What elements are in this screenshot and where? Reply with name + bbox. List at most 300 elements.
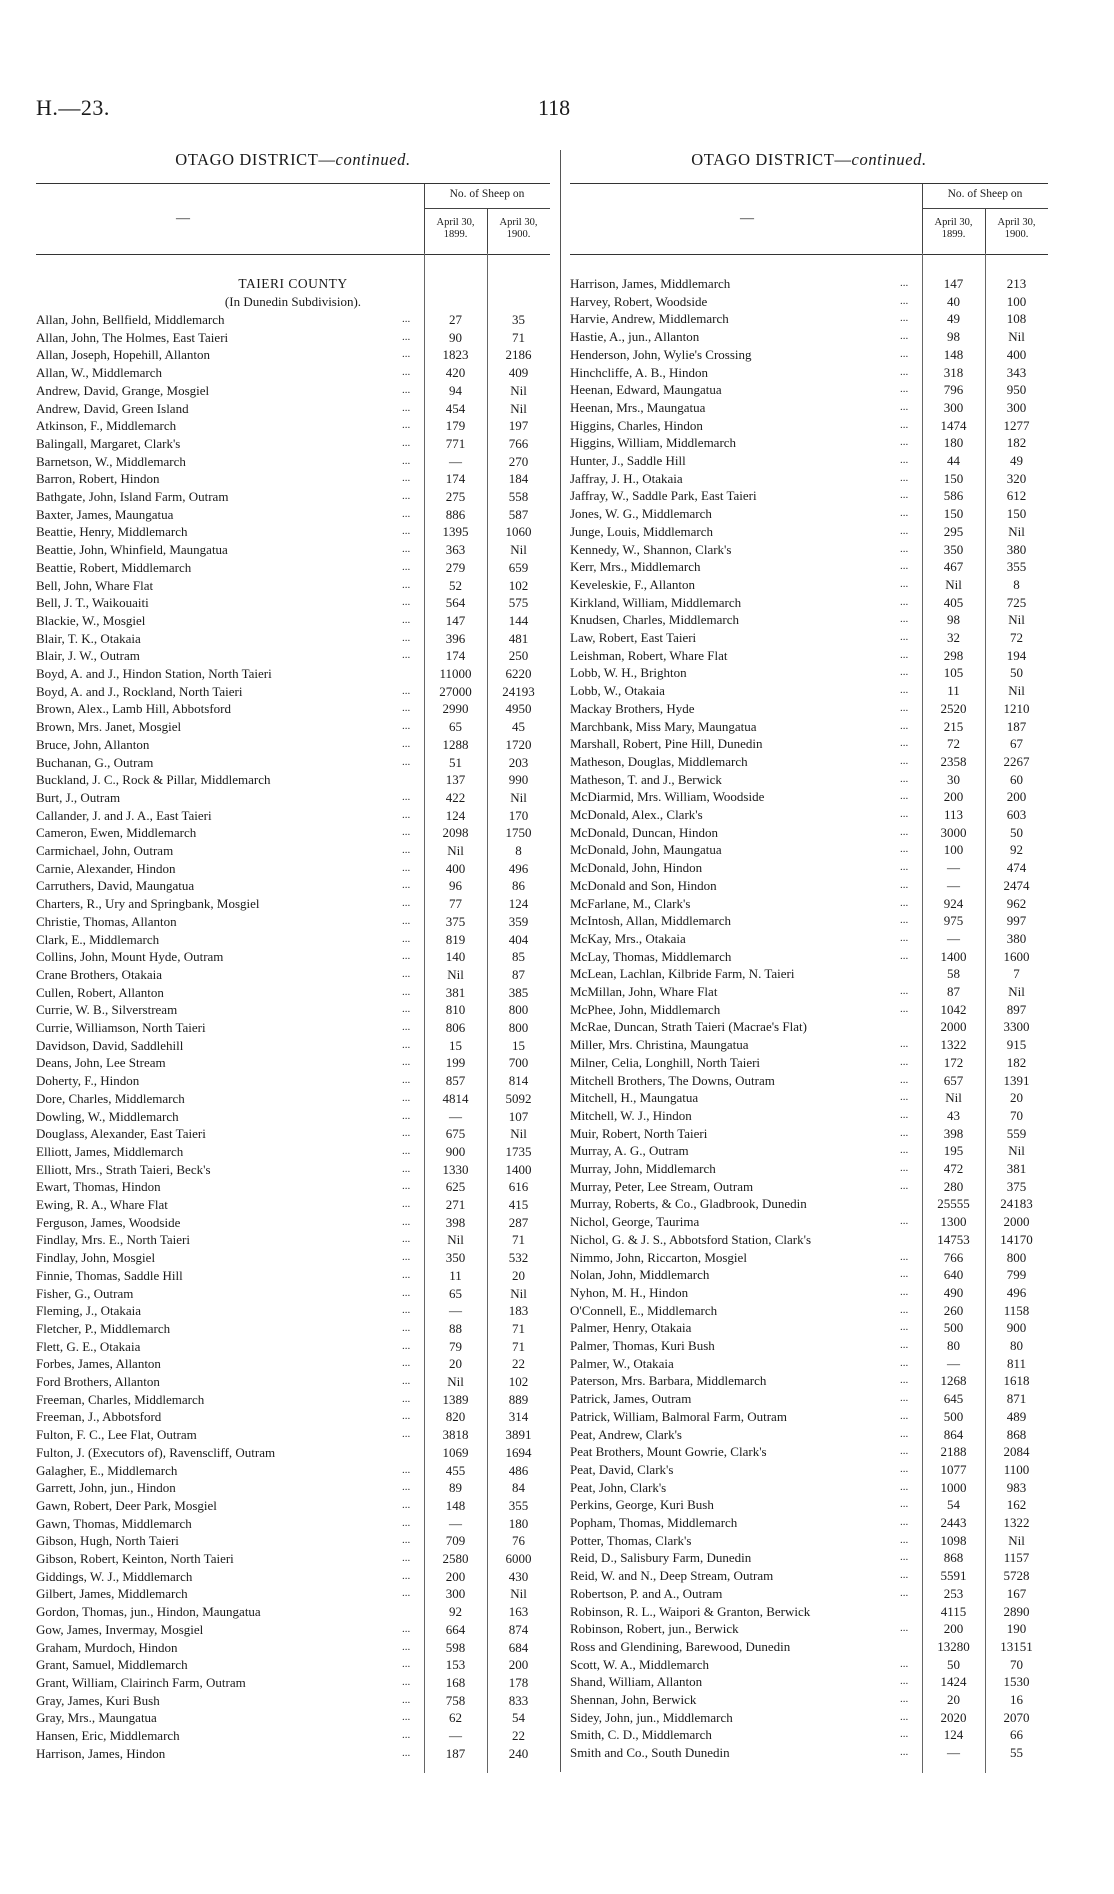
sheep-1900-value: 197 — [508, 418, 529, 434]
table-row — [36, 435, 550, 453]
sheep-1900-value: Nil — [510, 1285, 527, 1301]
sheep-1899-value: 271 — [445, 1197, 466, 1212]
sheep-1900-value: 874 — [508, 1621, 529, 1637]
table-row — [36, 736, 550, 754]
sheep-1899-value: 350 — [445, 1250, 466, 1266]
page-reference: H.—23. — [36, 95, 110, 120]
sheep-1900-value: 66 — [1010, 1727, 1023, 1743]
holder-name: Fulton, J. (Executors of), Ravenscliff, Outram — [36, 1444, 276, 1460]
table-row — [36, 1267, 550, 1285]
sheep-1900-value: 60 — [1010, 771, 1023, 787]
holder-name: Callander, J. and J. A., East Taieri — [36, 807, 212, 823]
sheep-1900-value: 486 — [508, 1462, 529, 1478]
sheep-1899-value: 640 — [943, 1267, 964, 1283]
sheep-1900-value: 250 — [508, 648, 529, 664]
leader-dots: ... — [402, 613, 411, 626]
sheep-1899-value: 124 — [445, 807, 466, 823]
table-row — [36, 895, 550, 913]
sheep-1900-value: 1391 — [1003, 1072, 1030, 1088]
sheep-1899-value: 396 — [445, 630, 466, 646]
sheep-1899-value: 147 — [445, 612, 466, 628]
sheep-1900-value: 375 — [1006, 1178, 1027, 1194]
leader-dots: ... — [402, 1658, 411, 1671]
table-row — [570, 399, 1048, 417]
sheep-1899-value: 664 — [445, 1621, 466, 1637]
table-row — [36, 1550, 550, 1568]
leader-dots: ... — [402, 1144, 411, 1157]
table-row — [36, 1727, 550, 1745]
sheep-1899-value: 2520 — [940, 700, 967, 716]
holder-name: Peat Brothers, Mount Gowrie, Clark's — [570, 1444, 767, 1460]
sheep-1900-value: 380 — [1006, 541, 1027, 557]
sheep-1900-value: 87 — [512, 966, 525, 982]
leader-dots: ... — [402, 1587, 411, 1600]
sheep-1899-value: 40 — [947, 293, 960, 309]
sheep-1900-value: 997 — [1006, 913, 1027, 929]
holder-name: Sidey, John, jun., Middlemarch — [570, 1709, 733, 1725]
leader-dots: ... — [900, 595, 909, 608]
leader-dots: ... — [402, 560, 411, 573]
table-row — [570, 930, 1048, 948]
holder-name: Harvie, Andrew, Middlemarch — [570, 311, 729, 327]
sheep-1899-value: 375 — [445, 913, 466, 929]
leader-dots: ... — [900, 560, 909, 573]
table-row — [36, 1019, 550, 1037]
table-row — [36, 1355, 550, 1373]
holder-name: Harvey, Robert, Woodside — [570, 293, 708, 309]
table-row — [36, 984, 550, 1002]
holder-name: Muir, Robert, North Taieri — [570, 1125, 708, 1141]
leader-dots: ... — [900, 1533, 909, 1546]
sheep-1899-value: — — [947, 1355, 960, 1371]
table-row — [36, 1532, 550, 1550]
table-row — [570, 1673, 1048, 1691]
holder-name: Robinson, R. L., Waipori & Granton, Berwick — [570, 1603, 811, 1619]
table-row — [36, 948, 550, 966]
sheep-1899-value: 1322 — [940, 1037, 967, 1053]
table-row — [36, 842, 550, 860]
leader-dots: ... — [402, 1321, 411, 1334]
holder-name: Henderson, John, Wylie's Crossing — [570, 346, 752, 362]
holder-name: Grant, Samuel, Middlemarch — [36, 1657, 188, 1673]
table-row — [570, 877, 1048, 895]
leader-dots: ... — [900, 1586, 909, 1599]
leader-dots: ... — [402, 578, 411, 591]
sheep-1899-value: — — [449, 1728, 462, 1743]
holder-name: McDonald, Duncan, Hindon — [570, 824, 719, 840]
holder-name: McMillan, John, Whare Flat — [570, 984, 718, 999]
holder-name: Nichol, G. & J. S., Abbotsford Station, Clark's — [570, 1231, 812, 1247]
sheep-1900-value: 897 — [1006, 1001, 1027, 1017]
sheep-1900-value: 270 — [508, 453, 529, 469]
table-row — [570, 523, 1048, 541]
table-row — [36, 1338, 550, 1356]
sheep-1900-value: 430 — [508, 1568, 529, 1584]
sheep-1899-value: 598 — [445, 1639, 466, 1655]
leader-dots: ... — [402, 1056, 411, 1069]
holder-name: Ewart, Thomas, Hindon — [36, 1179, 161, 1195]
sheep-1899-value: 318 — [943, 364, 964, 380]
leader-dots: ... — [402, 436, 411, 449]
table-row — [570, 859, 1048, 877]
leader-dots: ... — [402, 861, 411, 874]
sheep-1900-value: 603 — [1006, 807, 1027, 822]
table-row — [570, 505, 1048, 523]
leader-dots: ... — [900, 294, 909, 307]
table-row — [36, 382, 550, 400]
table-row — [36, 807, 550, 825]
leader-dots: ... — [900, 454, 909, 466]
sheep-1900-value: 190 — [1006, 1621, 1027, 1637]
sheep-1900-value: Nil — [1008, 523, 1025, 539]
leader-dots: ... — [900, 1055, 909, 1068]
sheep-1899-value: 96 — [449, 878, 462, 894]
sheep-1899-value: 2020 — [940, 1709, 967, 1725]
table-row — [36, 577, 550, 595]
leader-dots: ... — [900, 1126, 909, 1139]
table-row — [36, 665, 550, 683]
sheep-1900-value: 799 — [1006, 1267, 1027, 1283]
sheep-1899-value: 500 — [943, 1320, 964, 1336]
holder-name: Currie, Williamson, North Taieri — [36, 1020, 206, 1035]
sheep-1899-value: 49 — [947, 311, 960, 327]
leader-dots: ... — [402, 932, 411, 945]
holder-name: Marchbank, Miss Mary, Maungatua — [570, 718, 757, 734]
sheep-1899-value: 2358 — [940, 753, 967, 769]
sheep-1899-value: 27000 — [439, 683, 472, 699]
sheep-1900-value: 871 — [1006, 1391, 1027, 1407]
year-1899-header: April 30, 1899. — [436, 217, 475, 240]
table-row — [570, 1213, 1048, 1231]
leader-dots: ... — [402, 1746, 411, 1759]
table-row — [570, 1408, 1048, 1426]
holder-name: Allan, W., Middlemarch — [36, 365, 163, 381]
holder-name: Hunter, J., Saddle Hill — [570, 453, 686, 468]
sheep-1899-value: 200 — [943, 789, 964, 805]
holder-name: Heenan, Edward, Maungatua — [570, 382, 722, 398]
holder-name: Carmichael, John, Outram — [36, 843, 174, 858]
sheep-1899-value: 200 — [445, 1568, 466, 1584]
table-row — [570, 346, 1048, 364]
holder-name: Nolan, John, Middlemarch — [570, 1267, 710, 1283]
sheep-1899-value: 500 — [943, 1408, 964, 1424]
holder-name: Shennan, John, Berwick — [570, 1692, 697, 1707]
sheep-1899-value: 758 — [445, 1692, 466, 1708]
holder-name: Carnie, Alexander, Hindon — [36, 860, 176, 876]
holder-name: McDiarmid, Mrs. William, Woodside — [570, 789, 765, 805]
sheep-1900-value: 575 — [508, 595, 529, 611]
sheep-1899-value: Nil — [945, 576, 962, 592]
sheep-1899-value: 14753 — [937, 1231, 970, 1247]
sheep-1900-value: 50 — [1010, 665, 1023, 681]
sheep-1899-value: 586 — [943, 488, 964, 504]
table-row — [570, 293, 1048, 311]
sheep-1899-value: Nil — [447, 1232, 464, 1248]
holder-name: Andrew, David, Green Island — [36, 400, 189, 416]
holder-name: Gordon, Thomas, jun., Hindon, Maungatua — [36, 1604, 261, 1620]
leader-dots: ... — [402, 1339, 411, 1352]
table-row — [570, 1142, 1048, 1160]
table-row — [36, 1391, 550, 1409]
holder-name: Dowling, W., Middlemarch — [36, 1108, 179, 1124]
holder-name: Lobb, W. H., Brighton — [570, 665, 687, 681]
table-row — [570, 576, 1048, 594]
sheep-1900-value: 496 — [1006, 1284, 1027, 1300]
table-row — [570, 1426, 1048, 1444]
table-row — [36, 700, 550, 718]
table-row — [570, 806, 1048, 824]
sheep-1899-value: 200 — [943, 1621, 964, 1637]
table-row — [36, 1214, 550, 1232]
holder-name: Nimmo, John, Riccarton, Mosgiel — [570, 1249, 747, 1265]
sheep-1899-value: 819 — [445, 931, 466, 947]
leader-dots: ... — [900, 436, 909, 449]
table-row — [36, 346, 550, 364]
holder-name: Davidson, David, Saddlehill — [36, 1037, 184, 1053]
table-row — [36, 1108, 550, 1126]
sheep-1900-value: 900 — [1006, 1320, 1027, 1336]
table-row — [570, 841, 1048, 859]
table-row — [36, 594, 550, 612]
holder-name: Murray, John, Middlemarch — [570, 1161, 716, 1176]
table-row — [570, 594, 1048, 612]
leader-dots: ... — [402, 490, 411, 502]
holder-name: Robinson, Robert, jun., Berwick — [570, 1621, 739, 1637]
leader-dots: ... — [900, 1427, 909, 1440]
sheep-1900-value: 355 — [508, 1497, 529, 1513]
leader-dots: ... — [900, 1162, 909, 1174]
holder-name: Buchanan, G., Outram — [36, 754, 154, 770]
holder-name: Smith and Co., South Dunedin — [570, 1745, 730, 1761]
sheep-1900-value: 559 — [1006, 1125, 1027, 1141]
sheep-1899-value: — — [449, 1515, 462, 1531]
holder-name: McFarlane, M., Clark's — [570, 895, 691, 911]
holder-name: Junge, Louis, Middlemarch — [570, 523, 713, 539]
sheep-1900-value: 184 — [508, 471, 529, 487]
sheep-1900-value: 55 — [1010, 1745, 1023, 1761]
leader-dots: ... — [402, 967, 411, 980]
sheep-1900-value: 415 — [508, 1197, 529, 1212]
sheep-1899-value: 300 — [445, 1586, 466, 1602]
sheep-1899-value: 98 — [947, 612, 960, 628]
leader-dots: ... — [402, 1534, 411, 1547]
sheep-1900-value: 1750 — [505, 825, 532, 841]
sheep-1900-value: 92 — [1010, 842, 1023, 858]
sheep-1900-value: 496 — [508, 860, 529, 876]
sheep-1900-value: 86 — [512, 878, 525, 894]
sheep-1900-value: 108 — [1006, 311, 1027, 327]
table-row — [570, 700, 1048, 718]
holder-name: Blair, T. K., Otakaia — [36, 630, 141, 646]
holder-name: Mitchell, W. J., Hindon — [570, 1107, 692, 1123]
sheep-1900-value: 915 — [1006, 1037, 1027, 1053]
sheep-1900-value: 990 — [508, 772, 529, 788]
holder-name: Gibson, Hugh, North Taieri — [36, 1533, 179, 1549]
sheep-1899-value: 199 — [445, 1055, 466, 1071]
table-row — [570, 1249, 1048, 1267]
holder-name: Marshall, Robert, Pine Hill, Dunedin — [570, 736, 763, 752]
table-row — [36, 364, 550, 382]
table-row — [36, 1585, 550, 1603]
sheep-1900-value: 1400 — [505, 1161, 532, 1177]
table-row — [36, 400, 550, 418]
holder-name: Barnetson, W., Middlemarch — [36, 453, 186, 469]
table-row — [570, 541, 1048, 559]
sheep-1899-value: 467 — [943, 559, 964, 575]
district-title: OTAGO DISTRICT—continued. — [175, 150, 411, 169]
holder-name: Shand, William, Allanton — [570, 1674, 703, 1690]
leader-dots: ... — [900, 1285, 909, 1298]
sheep-1900-value: 1322 — [1003, 1515, 1030, 1530]
sheep-1900-value: 80 — [1010, 1338, 1023, 1353]
sheep-1899-value: 820 — [445, 1409, 466, 1425]
sheep-1899-value: 215 — [943, 718, 964, 734]
holder-name: Hinchcliffe, A. B., Hindon — [570, 364, 709, 380]
leader-dots: ... — [900, 825, 909, 838]
leader-dots: ... — [900, 737, 909, 750]
holder-name: Boyd, A. and J., Hindon Station, North Taieri — [36, 666, 272, 681]
holder-name: Allan, Joseph, Hopehill, Allanton — [36, 347, 211, 363]
sheep-1900-value: 15 — [512, 1037, 525, 1053]
sheep-1899-value: 30 — [947, 771, 960, 787]
holder-name: Flett, G. E., Otakaia — [36, 1338, 141, 1354]
leader-dots: ... — [900, 1144, 909, 1157]
sheep-1899-value: 3818 — [442, 1427, 469, 1443]
table-row — [570, 417, 1048, 435]
holder-name: Dore, Charles, Middlemarch — [36, 1090, 185, 1106]
sheep-1899-value: 1042 — [940, 1001, 967, 1017]
leader-dots: ... — [900, 1091, 909, 1104]
leader-dots: ... — [900, 754, 909, 767]
leader-dots: ... — [402, 808, 411, 821]
sheep-1899-value: 810 — [445, 1002, 466, 1018]
sheep-1900-value: 616 — [508, 1179, 529, 1195]
holder-name: Beattie, Robert, Middlemarch — [36, 559, 192, 575]
sheep-1900-value: 84 — [512, 1480, 525, 1496]
sheep-1900-value: 194 — [1006, 647, 1027, 663]
leader-dots: ... — [402, 844, 411, 856]
sheep-1900-value: 4950 — [505, 701, 532, 717]
leader-dots: ... — [900, 1445, 909, 1458]
leader-dots: ... — [402, 1552, 411, 1564]
holder-name: Bathgate, John, Island Farm, Outram — [36, 489, 229, 504]
table-row — [570, 1443, 1048, 1461]
holder-name: Palmer, Henry, Otakaia — [570, 1320, 692, 1336]
holder-name: Deans, John, Lee Stream — [36, 1055, 166, 1071]
leader-dots: ... — [402, 1569, 411, 1582]
table-row — [570, 788, 1048, 806]
sheep-1900-value: 868 — [1006, 1426, 1027, 1442]
sheep-1900-value: 343 — [1006, 364, 1027, 380]
sheep-1900-value: 6220 — [505, 666, 532, 681]
sheep-1900-value: 558 — [508, 489, 529, 504]
holder-name: Charters, R., Ury and Springbank, Mosgiel — [36, 896, 260, 912]
sheep-1899-value: 657 — [943, 1072, 964, 1088]
sheep-1900-value: 182 — [1006, 1054, 1027, 1070]
leader-dots: ... — [900, 383, 909, 396]
leader-dots: ... — [402, 1286, 411, 1299]
sheep-1899-value: — — [947, 930, 960, 946]
leader-dots: ... — [900, 1462, 909, 1475]
table-row — [36, 523, 550, 541]
table-row — [570, 753, 1048, 771]
holder-name: Leishman, Robert, Whare Flat — [570, 647, 728, 663]
sheep-1899-value: 381 — [445, 984, 466, 1000]
holder-name: Scott, W. A., Middlemarch — [570, 1656, 710, 1672]
sheep-1900-value: 587 — [508, 506, 529, 522]
leader-dots: ... — [900, 1250, 909, 1263]
holder-name: Beattie, Henry, Middlemarch — [36, 524, 188, 540]
sheep-1899-value: — — [947, 1745, 960, 1761]
holder-name: Ford Brothers, Allanton — [36, 1374, 160, 1389]
sheep-1899-value: 94 — [449, 382, 462, 398]
leader-dots: ... — [402, 1074, 411, 1087]
sheep-1899-value: 1389 — [442, 1391, 469, 1407]
holder-name: Cullen, Robert, Allanton — [36, 984, 164, 1000]
holder-name: Peat, John, Clark's — [570, 1479, 667, 1495]
sheep-1899-value: 80 — [947, 1338, 960, 1353]
leader-dots: ... — [402, 755, 411, 768]
table-row — [570, 1567, 1048, 1585]
sheep-1899-value: — — [449, 1108, 462, 1124]
leader-dots: ... — [402, 1622, 411, 1635]
holder-name: Freeman, Charles, Middlemarch — [36, 1391, 205, 1407]
sheep-1900-value: 20 — [1010, 1090, 1023, 1106]
leader-dots: ... — [402, 985, 411, 998]
sheep-1900-value: 170 — [508, 807, 529, 823]
sheep-1900-value: Nil — [1008, 984, 1025, 999]
holder-name: Reid, W. and N., Deep Stream, Outram — [570, 1568, 774, 1584]
sheep-1900-value: 1735 — [505, 1143, 532, 1159]
table-row — [570, 682, 1048, 700]
holder-name: Bruce, John, Allanton — [36, 736, 150, 752]
table-row — [36, 1090, 550, 1108]
holder-name: Freeman, J., Abbotsford — [36, 1409, 162, 1425]
table-row — [36, 1143, 550, 1161]
sheep-1899-value: 1098 — [940, 1532, 967, 1548]
holder-name: Palmer, W., Otakaia — [570, 1355, 674, 1371]
sheep-1899-value: 2990 — [442, 701, 469, 717]
leader-dots: ... — [900, 1657, 909, 1670]
sheep-1899-value: 796 — [943, 382, 964, 398]
sheep-1899-value: 20 — [947, 1692, 960, 1707]
sheep-1899-value: 400 — [445, 860, 466, 876]
sheep-1900-value: 85 — [512, 949, 525, 965]
holder-name: Brown, Mrs. Janet, Mosgiel — [36, 719, 182, 735]
table-row — [570, 983, 1048, 1001]
table-row — [36, 1125, 550, 1143]
holder-name: Smith, C. D., Middlemarch — [570, 1727, 712, 1743]
sheep-1900-value: 70 — [1010, 1107, 1023, 1123]
sheep-1899-value: 886 — [445, 506, 466, 522]
holder-name: Graham, Murdoch, Hindon — [36, 1639, 178, 1655]
leader-dots: ... — [402, 1729, 411, 1741]
sheep-1899-value: 1395 — [442, 524, 469, 540]
holder-name: Matheson, Douglas, Middlemarch — [570, 753, 748, 769]
table-row — [570, 1549, 1048, 1567]
leader-dots: ... — [402, 1357, 411, 1370]
leader-dots: ... — [402, 472, 411, 485]
holder-name: Kennedy, W., Shannon, Clark's — [570, 541, 732, 557]
sheep-1899-value: 168 — [445, 1674, 466, 1690]
leader-dots: ... — [402, 897, 411, 910]
sheep-1899-value: 124 — [943, 1727, 964, 1743]
sheep-1899-value: 900 — [445, 1143, 466, 1159]
sheep-1900-value: 1530 — [1003, 1674, 1030, 1690]
holder-name: Harrison, James, Hindon — [36, 1745, 166, 1761]
holder-name: Carruthers, David, Maungatua — [36, 878, 195, 894]
sheep-1900-value: 49 — [1010, 453, 1023, 468]
